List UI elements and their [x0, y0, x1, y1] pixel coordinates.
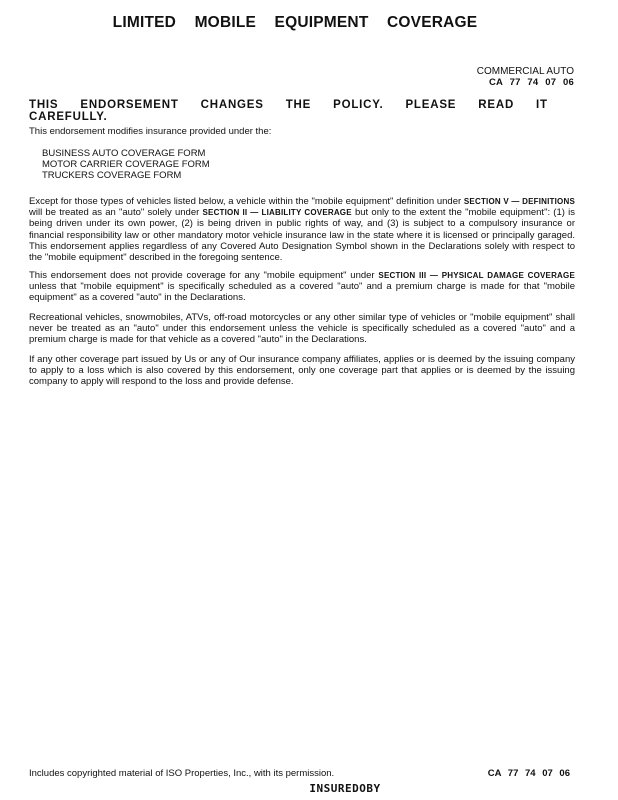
intro-text: This endorsement modifies insurance provided under the: [29, 126, 272, 137]
section-iii-ref: SECTION III — PHYSICAL DAMAGE COVERAGE [378, 271, 575, 280]
paragraph-mobile-equipment [29, 196, 575, 263]
coverage-forms-list [42, 148, 210, 181]
list-item: BUSINESS AUTO COVERAGE FORM [42, 148, 206, 159]
para2-text-a: This endorsement does not provide coverage for any "mobile equipment" under [29, 270, 379, 281]
para1-text-e: but only to the extent the "mobile equipment": (1) is being driven under its own power, (2) is being driven in public rights of way, and (3) is subject to a compulsory insurance or financial responsibility law or other mandatory motor vehicle insurance law in the state where it is licensed or principally garaged. This endorsement applies regardless of any Covered Auto Designation Symbol shown in the Declarations solely with respect to the "mobile equipment" described in the foregoing sentence. [29, 207, 575, 264]
copyright-notice: Includes copyrighted material of ISO Properties, Inc., with its permission. [29, 768, 335, 779]
form-line: COMMERCIAL AUTO [476, 66, 574, 77]
para2-text-c: unless that "mobile equipment" is specifically scheduled as a covered "auto" and a premium charge is made for that "mobile equipment" as a covered "auto" in the Declarations. [29, 281, 575, 304]
list-item: TRUCKERS COVERAGE FORM [42, 170, 182, 181]
footer-form-code: CA 77 74 07 06 [487, 768, 570, 779]
section-v-ref: SECTION V — DEFINITIONS [463, 197, 575, 206]
form-code: CA 77 74 07 06 [489, 77, 574, 88]
watermark: INSUREDOBY [309, 782, 381, 795]
para1-text-a: Except for those types of vehicles listed below, a vehicle within the "mobile equipment" definition under [29, 196, 464, 207]
para1-text-c: will be treated as an "auto" solely under [29, 207, 203, 219]
endorsement-notice: THIS ENDORSEMENT CHANGES THE POLICY. PLEASE READ IT CAREFULLY. [29, 99, 548, 123]
paragraph-recreational-vehicles: Recreational vehicles, snowmobiles, ATVs, off-road motorcycles or any other similar type of vehicles or "mobile equipment" shall never be treated as an "auto" under this endorsement unless the vehicle is specifically scheduled as a covered "auto" and a premium charge is made for that vehicle as a covered "auto" in the Declarations. [29, 312, 575, 346]
paragraph-other-coverage: If any other coverage part issued by Us or any of Our insurance company affiliates, applies or is deemed by the issuing company to apply to a loss which is also covered by this endorsement, only one coverage part that applies or is deemed by the issuing company to apply will respond to the loss and provide defense. [29, 354, 575, 388]
list-item: MOTOR CARRIER COVERAGE FORM [42, 159, 210, 170]
section-ii-ref: SECTION II — LIABILITY COVERAGE [202, 208, 352, 218]
form-identifier [477, 66, 574, 88]
paragraph-physical-damage [29, 270, 575, 304]
document-title: LIMITED MOBILE EQUIPMENT COVERAGE [112, 14, 478, 31]
